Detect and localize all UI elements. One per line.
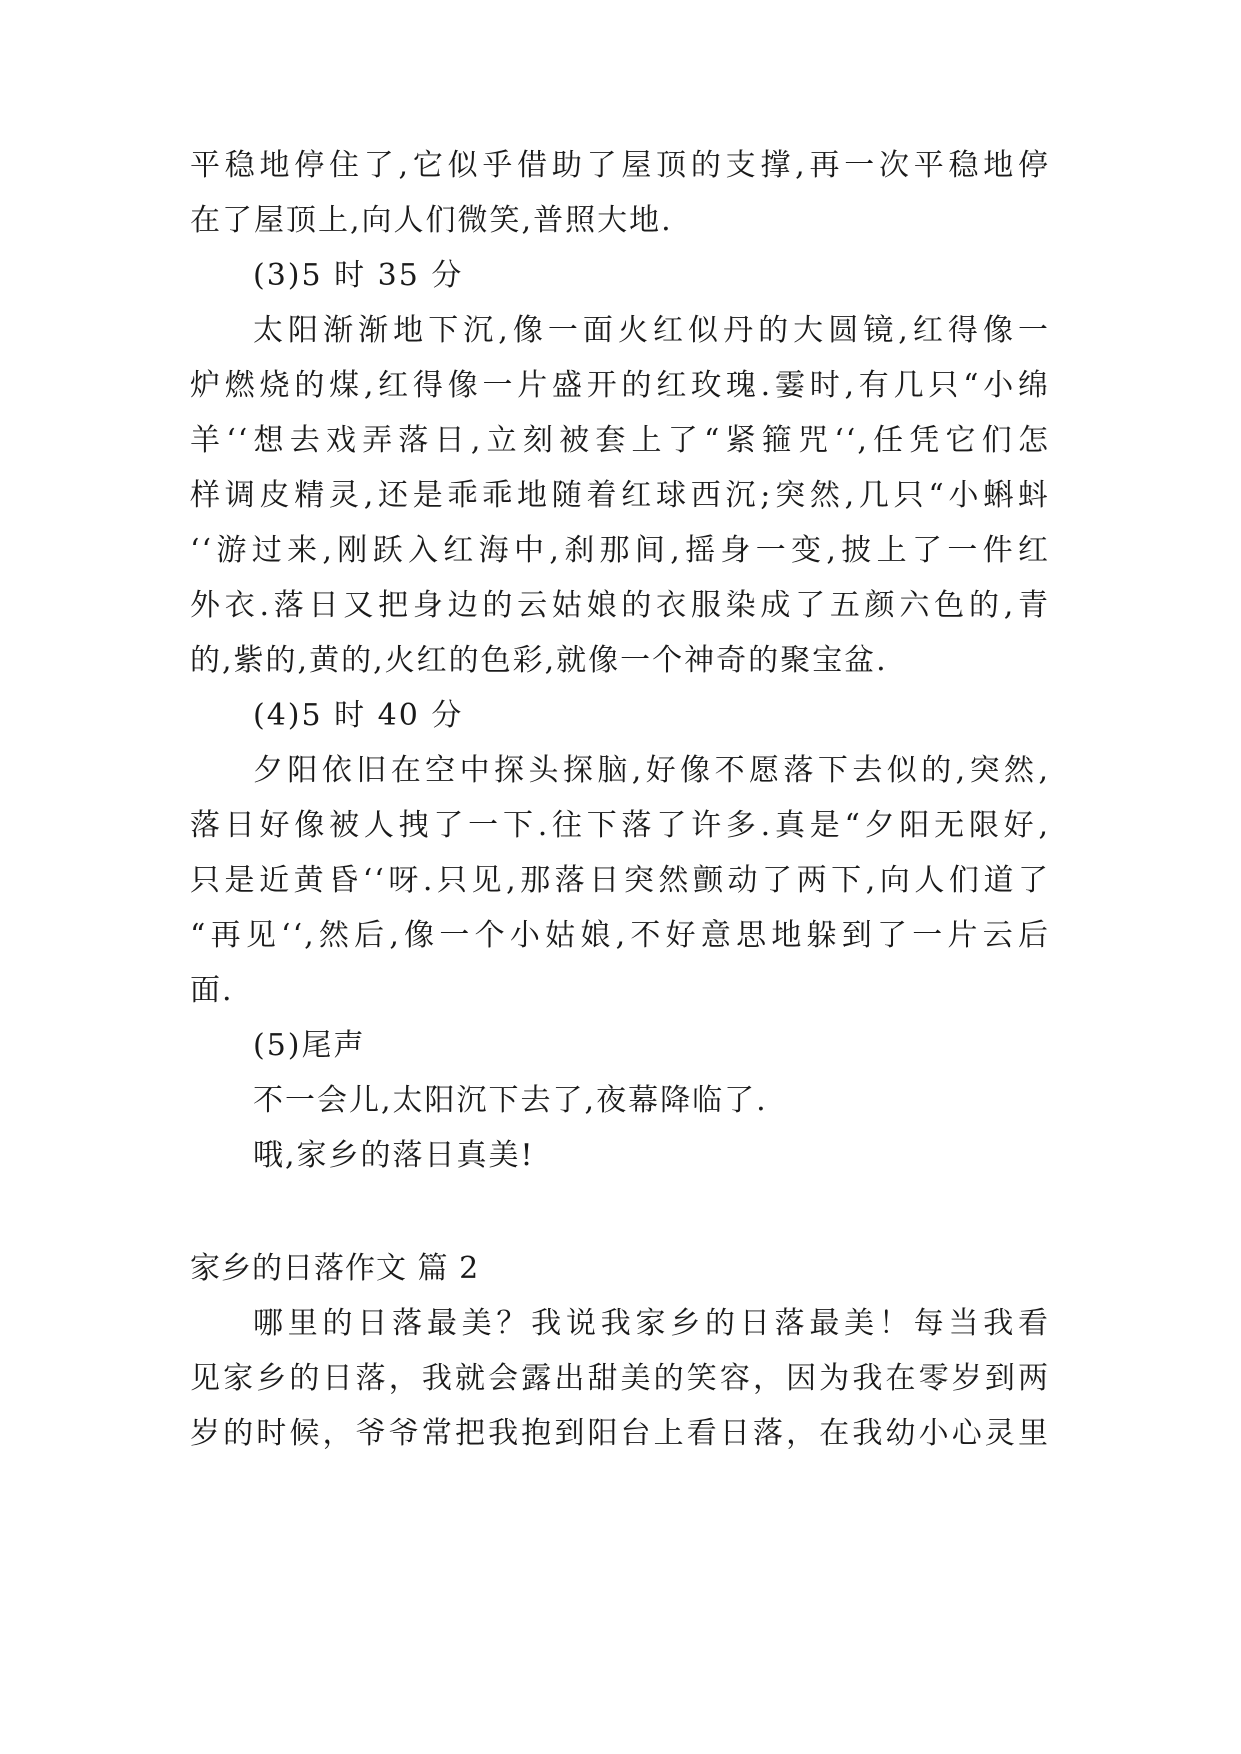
text-line: “再见‘‘,然后,像一个小姑娘,不好意思地躲到了一片云后 bbox=[190, 918, 1050, 953]
text-line: 外衣.落日又把身边的云姑娘的衣服染成了五颜六色的,青 bbox=[190, 588, 1050, 623]
section-heading: (3)5 时 35 分 bbox=[253, 258, 464, 293]
text-line: 落日好像被人拽了一下.往下落了许多.真是“夕阳无限好, bbox=[190, 808, 1050, 843]
text-line: 夕阳依旧在空中探头探脑,好像不愿落下去似的,突然, bbox=[253, 753, 1050, 788]
text-line: 只是近黄昏‘‘呀.只见,那落日突然颤动了两下,向人们道了 bbox=[190, 863, 1050, 898]
text-line: 岁的时候，爷爷常把我抱到阳台上看日落，在我幼小心灵里 bbox=[190, 1416, 1050, 1451]
article-title: 家乡的日落作文 篇 2 bbox=[190, 1251, 480, 1286]
text-line: 不一会儿,太阳沉下去了,夜幕降临了. bbox=[253, 1083, 768, 1118]
text-line: 羊‘‘想去戏弄落日,立刻被套上了“紧箍咒‘‘,任凭它们怎 bbox=[190, 423, 1050, 458]
text-line: 面. bbox=[190, 973, 234, 1008]
text-line: 样调皮精灵,还是乖乖地随着红球西沉;突然,几只“小蝌蚪 bbox=[190, 478, 1050, 513]
text-line: ‘‘游过来,刚跃入红海中,刹那间,摇身一变,披上了一件红 bbox=[190, 533, 1050, 568]
text-line: 哪里的日落最美？我说我家乡的日落最美！每当我看 bbox=[253, 1306, 1050, 1341]
text-line: 炉燃烧的煤,红得像一片盛开的红玫瑰.霎时,有几只“小绵 bbox=[190, 368, 1050, 403]
text-line: 太阳渐渐地下沉,像一面火红似丹的大圆镜,红得像一 bbox=[253, 313, 1050, 348]
text-line: 在了屋顶上,向人们微笑,普照大地. bbox=[190, 203, 673, 238]
text-line: 见家乡的日落，我就会露出甜美的笑容，因为我在零岁到两 bbox=[190, 1361, 1050, 1396]
text-line: 的,紫的,黄的,火红的色彩,就像一个神奇的聚宝盆. bbox=[190, 643, 888, 678]
section-heading: (4)5 时 40 分 bbox=[253, 698, 464, 733]
text-line: 哦,家乡的落日真美! bbox=[253, 1138, 535, 1173]
text-line: 平稳地停住了,它似乎借助了屋顶的支撑,再一次平稳地停 bbox=[190, 148, 1050, 183]
section-heading: (5)尾声 bbox=[253, 1028, 366, 1063]
